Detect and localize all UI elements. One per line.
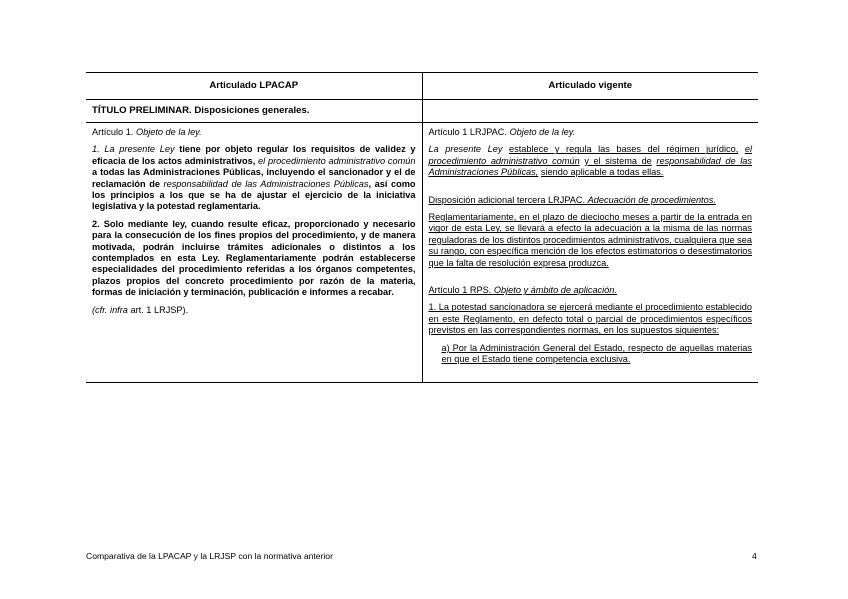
rps-article-heading: Artículo 1 RPS. Objeto y ámbito de aplicación.: [428, 285, 617, 296]
section-row: [86, 100, 758, 123]
disposicion-paragraph: Reglamentariamente, en el plazo de dieciocho meses a partir de la entrada en vigor de esta Ley, se llevará a efecto la adecuación a la misma de las normas reguladoras de los distintos procedimientos administrativos, cualquiera que sea su rango, con específica mención de los efectos estimatorios o desestimatorios que la falta de resolución expresa produzca.: [428, 212, 752, 268]
comparison-table: [86, 72, 758, 383]
header-vigente: Articulado vigente: [422, 73, 758, 100]
lrjpac-article-heading: Artículo 1 LRJPAC. Objeto de la ley.: [428, 127, 576, 137]
rps-paragraph-a: a) Por la Administración General del Estado, respecto de aquellas materias en que el Estado tiene competencia exclusiva.: [441, 342, 752, 365]
lpacap-article-heading: Artículo 1. Objeto de la ley.: [92, 127, 202, 137]
content-row: [86, 123, 758, 383]
page-number: 4: [752, 551, 757, 561]
lpacap-paragraph-2: 2. Solo mediante ley, cuando resulte eficaz, proporcionado y necesario para la consecución de los fines propios del procedimiento, y de manera motivada, podrán incluirse trámites adicionales o distintos a los contemplados en esta Ley. Reglamentariamente podrán establecerse especialidades del procedimiento referidas a los órganos competentes, plazos propios del concreto procedimiento por razón de la materia, formas de iniciación y terminación, publicación e informes a recabar.: [92, 218, 416, 298]
footer-title: Comparativa de la LPACAP y la LRJSP con la normativa anterior: [86, 551, 333, 561]
lpacap-cell: [86, 123, 422, 383]
lpacap-paragraph-1: 1. La presente Ley tiene por objeto regular los requisitos de validez y eficacia de los actos administrativos, el procedimiento administrativo común a todas las Administraciones Públicas, incluyendo el sancionador y el de reclamación de responsabilidad de las Administraciones Públicas, así como los principios a los que se ha de ajustar el ejercicio de la iniciativa legislativa y la potestad reglamentaria.: [92, 144, 416, 212]
lrjpac-paragraph: La presente Ley establece y regula las bases del régimen jurídico, el procedimiento administrativo común y el sistema de responsabilidad de las Administraciones Públicas, siendo aplicable a todas ellas.: [428, 144, 752, 178]
lpacap-cfr-note: (cfr. infra art. 1 LRJSP).: [92, 304, 189, 315]
disposicion-heading: Disposición adicional tercera LRJPAC. Adecuación de procedimientos.: [428, 194, 716, 205]
section-empty-cell: [422, 100, 758, 123]
rps-paragraph-1: 1. La potestad sancionadora se ejercerá mediante el procedimiento establecido en este Reglamento, en defecto total o parcial de procedimientos específicos previstos en las correspondientes normas, en los supuestos siguientes:: [428, 302, 752, 336]
vigente-cell: [422, 123, 758, 383]
section-title: TÍTULO PRELIMINAR. Disposiciones generales.: [86, 100, 422, 123]
header-lpacap: Articulado LPACAP: [86, 73, 422, 100]
header-row: [86, 73, 758, 100]
